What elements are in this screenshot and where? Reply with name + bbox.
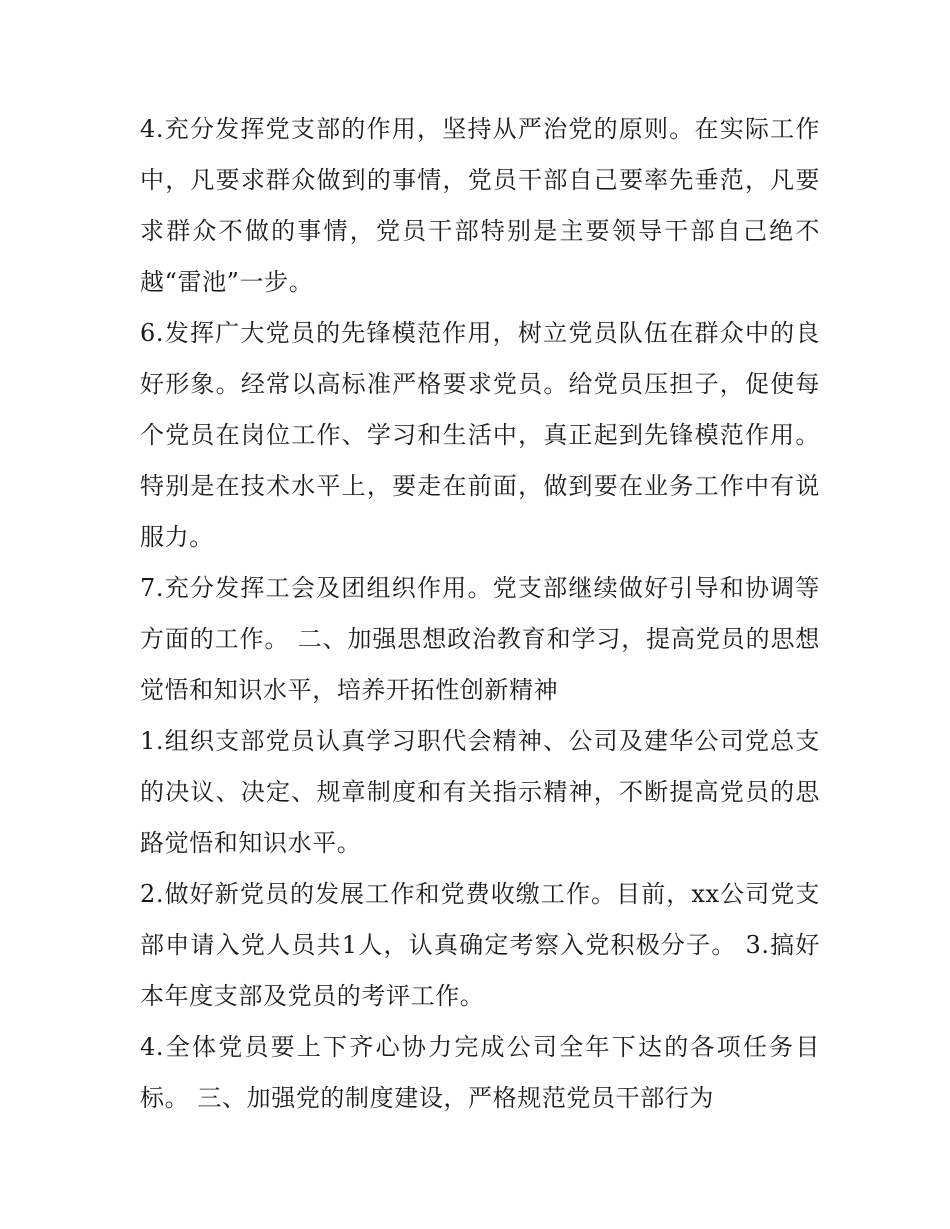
paragraph-new-members-dues: 2.做好新党员的发展工作和党费收缴工作。目前，xx公司党支部申请入党人员共1人，认真确定考察入党积极分子。 3.搞好本年度支部及党员的考评工作。 (140, 880, 820, 1010)
paragraph-party-branch-role: 4.充分发挥党支部的作用，坚持从严治党的原则。在实际工作中，凡要求群众做到的事情，党员干部自己要率先垂范，凡要求群众不做的事情，党员干部特别是主要领导干部自己绝不越“雷池”一步。 (140, 115, 820, 296)
paragraph-union-league-role: 7.充分发挥工会及团组织作用。党支部继续做好引导和协调等方面的工作。 二、加强思想政治教育和学习，提高党员的思想觉悟和知识水平，培养开拓性创新精神 (140, 574, 820, 704)
document-body (140, 104, 820, 1124)
paragraph-study-spirit: 1.组织支部党员认真学习职代会精神、公司及建华公司党总支的决议、决定、规章制度和有关指示精神，不断提高党员的思路觉悟和知识水平。 (140, 727, 820, 857)
paragraph-annual-targets: 4.全体党员要上下齐心协力完成公司全年下达的各项任务目标。 三、加强党的制度建设，严格规范党员干部行为 (140, 1033, 820, 1112)
paragraph-vanguard-role: 6.发挥广大党员的先锋模范作用，树立党员队伍在群众中的良好形象。经常以高标准严格要求党员。给党员压担子，促使每个党员在岗位工作、学习和生活中，真正起到先锋模范作用。特别是在技术水平上，要走在前面，做到要在业务工作中有说服力。 (140, 319, 820, 551)
